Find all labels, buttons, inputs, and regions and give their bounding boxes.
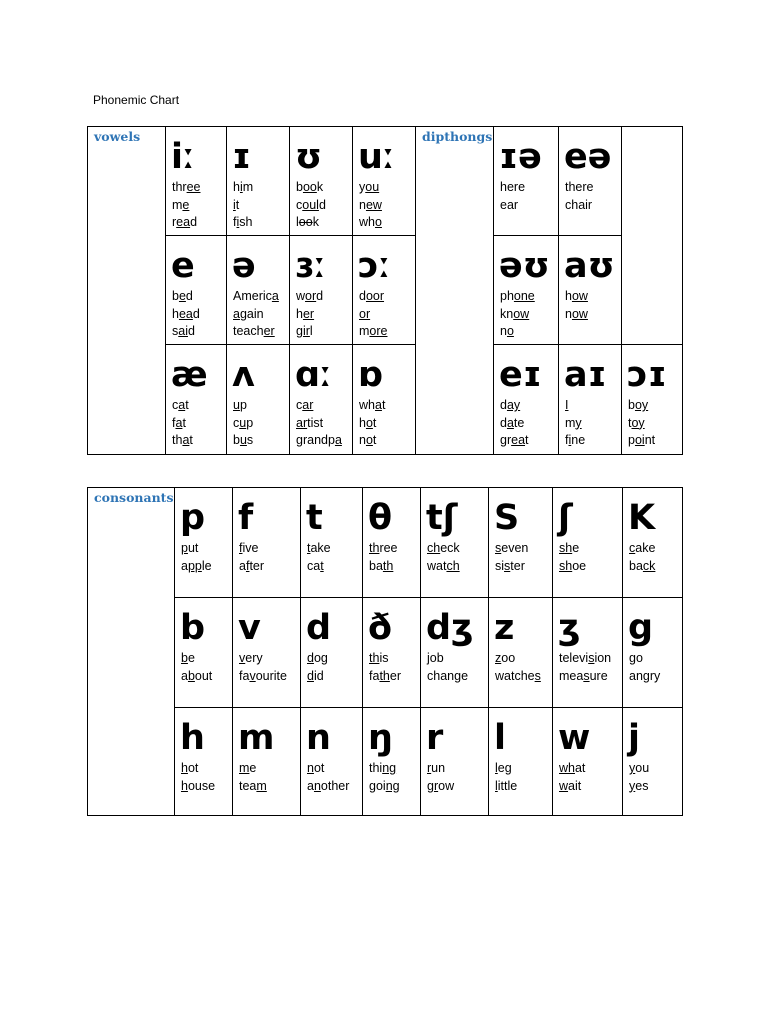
example-word: another	[307, 778, 350, 793]
phoneme-cell	[553, 708, 623, 816]
phoneme-symbol: eɪ	[499, 355, 542, 395]
phoneme-symbol: ə	[232, 246, 256, 286]
example-word: apple	[181, 558, 212, 573]
example-word: grandpa	[296, 433, 342, 447]
phoneme-symbol: ʒ	[558, 608, 581, 648]
example-word: dog	[307, 651, 328, 665]
phoneme-symbol: æ	[171, 355, 208, 395]
phoneme-cell	[353, 127, 416, 236]
example-word: hot	[181, 761, 199, 775]
example-word: new	[359, 197, 382, 212]
phoneme-symbol: ɪ	[232, 137, 252, 177]
example-word: me	[239, 761, 257, 775]
example-word: cat	[172, 398, 189, 412]
phoneme-cell	[489, 488, 553, 598]
example-word: bus	[233, 433, 254, 447]
phoneme-cell	[623, 598, 683, 708]
phoneme-symbol: iː	[171, 137, 195, 177]
example-word: her	[296, 306, 315, 321]
example-word: cup	[233, 415, 254, 430]
phoneme-cell	[623, 708, 683, 816]
example-word: look	[296, 215, 319, 229]
example-word: teacher	[233, 324, 275, 338]
consonants-label: consonants	[88, 488, 175, 816]
phoneme-symbol: n	[306, 718, 331, 758]
phoneme-cell	[559, 236, 622, 345]
phoneme-cell	[553, 598, 623, 708]
example-word: here	[500, 180, 526, 194]
example-word: did	[307, 668, 324, 683]
phoneme-cell	[301, 488, 363, 598]
phoneme-symbol: f	[238, 498, 254, 538]
example-word: leg	[495, 761, 512, 775]
example-word: ear	[500, 197, 519, 212]
example-word: run	[427, 761, 446, 775]
phoneme-symbol: m	[238, 718, 275, 758]
example-word: yes	[629, 778, 649, 793]
phoneme-cell	[353, 236, 416, 345]
example-word: this	[369, 651, 389, 665]
phoneme-cell	[363, 488, 421, 598]
example-word: there	[565, 180, 594, 194]
example-word: how	[565, 289, 588, 303]
phoneme-cell	[233, 598, 301, 708]
example-word: television	[559, 651, 612, 665]
phoneme-cell	[553, 488, 623, 598]
phoneme-cell	[233, 708, 301, 816]
example-word: bed	[172, 289, 193, 303]
phoneme-cell	[175, 488, 233, 598]
example-word: who	[359, 215, 382, 229]
phoneme-symbol: g	[628, 608, 654, 648]
example-word: bath	[369, 558, 394, 573]
phoneme-cell	[494, 345, 559, 455]
example-word: change	[427, 668, 469, 683]
example-word: you	[629, 761, 650, 775]
vowels-dipthongs-table	[87, 126, 683, 455]
phoneme-cell	[494, 236, 559, 345]
example-word: not	[359, 433, 377, 447]
example-word: about	[181, 668, 213, 683]
phoneme-cell	[175, 708, 233, 816]
vowels-label: vowels	[88, 127, 166, 455]
phoneme-symbol: əʊ	[499, 246, 550, 286]
phoneme-cell	[623, 488, 683, 598]
phoneme-cell	[494, 127, 559, 236]
example-word: cake	[629, 541, 656, 555]
phoneme-symbol: eə	[564, 137, 612, 177]
example-word: my	[565, 415, 582, 430]
consonants-table	[87, 487, 683, 816]
example-word: point	[628, 433, 656, 447]
phoneme-cell	[166, 236, 227, 345]
example-word: fine	[565, 433, 586, 447]
phoneme-symbol: S	[494, 498, 520, 538]
example-word: America	[233, 289, 279, 303]
example-word: word	[296, 289, 324, 303]
example-word: boy	[628, 398, 649, 412]
phoneme-symbol: h	[180, 718, 205, 758]
phoneme-cell	[233, 488, 301, 598]
example-word: team	[239, 778, 267, 793]
phoneme-symbol: p	[180, 498, 206, 538]
example-word: great	[500, 433, 529, 447]
phoneme-symbol: uː	[358, 137, 395, 177]
example-word: that	[172, 433, 193, 447]
phoneme-cell	[622, 345, 683, 455]
phoneme-symbol: t	[306, 498, 323, 538]
example-word: up	[233, 398, 247, 412]
phoneme-cell	[227, 127, 290, 236]
example-word: going	[369, 778, 400, 793]
phoneme-cell	[290, 236, 353, 345]
phoneme-symbol: ɪə	[499, 137, 542, 177]
example-word: house	[181, 778, 216, 793]
example-word: car	[296, 398, 314, 412]
phoneme-cell	[421, 598, 489, 708]
phoneme-cell	[489, 598, 553, 708]
example-word: date	[500, 415, 525, 430]
example-word: more	[359, 324, 388, 338]
example-word: phone	[500, 289, 535, 303]
example-word: sister	[495, 558, 525, 573]
example-word: watches	[495, 668, 541, 683]
example-word: toy	[628, 415, 645, 430]
example-word: not	[307, 761, 325, 775]
example-word: take	[307, 541, 331, 555]
phoneme-symbol: tʃ	[426, 498, 458, 538]
phoneme-cell	[301, 708, 363, 816]
example-word: chair	[565, 197, 593, 212]
phoneme-symbol: dʒ	[426, 608, 474, 648]
phoneme-cell	[166, 345, 227, 455]
example-word: put	[181, 541, 199, 555]
example-word: book	[296, 180, 324, 194]
example-word: five	[239, 541, 259, 555]
example-word: fat	[172, 415, 186, 430]
example-word: you	[359, 180, 380, 194]
example-word: door	[359, 289, 385, 303]
example-word: shoe	[559, 558, 587, 573]
example-word: what	[359, 398, 386, 412]
phoneme-cell	[290, 127, 353, 236]
example-word: no	[500, 324, 514, 338]
phoneme-cell	[559, 127, 622, 236]
phoneme-cell	[559, 345, 622, 455]
example-word: cat	[307, 558, 324, 573]
example-word: I	[565, 398, 569, 412]
phoneme-symbol: ɜː	[295, 246, 326, 286]
example-word: fish	[233, 215, 253, 229]
phoneme-symbol: b	[180, 608, 206, 648]
phoneme-cell	[175, 598, 233, 708]
phoneme-symbol: aɪ	[564, 355, 607, 395]
phoneme-cell	[421, 488, 489, 598]
phoneme-cell	[353, 345, 416, 455]
phoneme-cell	[227, 236, 290, 345]
example-word: angry	[629, 668, 661, 683]
example-word: it	[233, 197, 240, 212]
phoneme-cell	[227, 345, 290, 455]
example-word: hot	[359, 415, 377, 430]
example-word: know	[500, 306, 530, 321]
phoneme-symbol: ŋ	[368, 718, 393, 758]
phoneme-symbol: ɑː	[295, 355, 332, 395]
example-word: watch	[427, 558, 460, 573]
phoneme-cell	[290, 345, 353, 455]
example-word: or	[359, 306, 371, 321]
example-word: head	[172, 306, 200, 321]
example-word: three	[172, 180, 201, 194]
example-word: day	[500, 398, 521, 412]
phoneme-symbol: ʌ	[232, 355, 255, 395]
example-word: grow	[427, 778, 455, 793]
phoneme-cell	[363, 598, 421, 708]
example-word: artist	[296, 415, 324, 430]
example-word: she	[559, 541, 580, 555]
phoneme-cell	[301, 598, 363, 708]
phoneme-symbol: ɔː	[358, 246, 391, 286]
phoneme-symbol: ɒ	[358, 355, 384, 395]
example-word: said	[172, 324, 195, 338]
phoneme-symbol: z	[494, 608, 515, 648]
example-word: after	[239, 558, 265, 573]
phoneme-symbol: ɔɪ	[627, 355, 667, 395]
example-word: me	[172, 197, 190, 212]
example-word: be	[181, 651, 195, 665]
phoneme-symbol: K	[628, 498, 656, 538]
phoneme-symbol: e	[171, 246, 195, 286]
example-word: him	[233, 180, 254, 194]
example-word: girl	[296, 324, 313, 338]
phoneme-symbol: ð	[368, 608, 393, 648]
example-word: back	[629, 558, 656, 573]
example-word: seven	[495, 541, 529, 555]
example-word: thing	[369, 761, 397, 775]
phoneme-symbol: ʊ	[295, 137, 323, 177]
example-word: read	[172, 215, 198, 229]
example-word: father	[369, 668, 401, 683]
example-word: now	[565, 306, 588, 321]
phoneme-symbol: ʃ	[558, 498, 573, 538]
phoneme-symbol: v	[238, 608, 261, 648]
example-word: what	[559, 761, 586, 775]
example-word: wait	[559, 778, 582, 793]
phoneme-symbol: aʊ	[564, 246, 615, 286]
example-word: three	[369, 541, 398, 555]
example-word: go	[629, 651, 643, 665]
phoneme-symbol: j	[628, 718, 640, 758]
example-word: very	[239, 651, 263, 665]
example-word: little	[495, 778, 518, 793]
phoneme-symbol: d	[306, 608, 332, 648]
example-word: check	[427, 541, 460, 555]
dipthongs-label: dipthongs	[416, 127, 494, 455]
phoneme-symbol: l	[494, 718, 506, 758]
phoneme-cell	[166, 127, 227, 236]
phoneme-cell	[363, 708, 421, 816]
example-word: favourite	[239, 668, 287, 683]
phoneme-cell	[421, 708, 489, 816]
phoneme-symbol: w	[558, 718, 591, 758]
example-word: zoo	[495, 651, 516, 665]
example-word: again	[233, 306, 264, 321]
example-word: job	[427, 651, 444, 665]
phoneme-symbol: r	[426, 718, 444, 758]
example-word: measure	[559, 668, 608, 683]
document-title: Phonemic Chart	[93, 93, 180, 107]
empty-cell	[622, 127, 683, 345]
phoneme-cell	[489, 708, 553, 816]
phoneme-symbol: θ	[368, 498, 393, 538]
example-word: could	[296, 197, 326, 212]
